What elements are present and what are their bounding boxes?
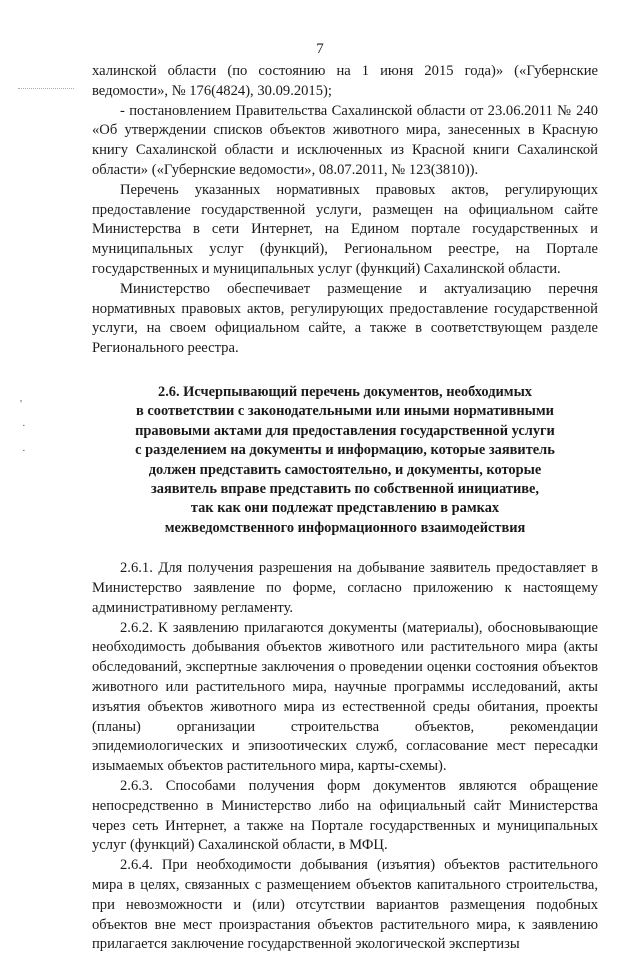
heading-line: заявитель вправе представить по собственной инициативе, [150, 480, 540, 497]
paragraph: - постановлением Правительства Сахалинской области от 23.06.2011 № 240 «Об утверждении списков объектов животного мира, занесенных в Красную книгу Сахалинской области и исключенных из Красной книги Сахалинской области» («Губернские ведомости», 08.07.2011, № 123(3810)). [92, 102, 598, 178]
page-number: 7 [316, 41, 324, 57]
paragraph: 2.6.3. Способами получения форм документов являются обращение непосредственно в Министерство либо на официальный сайт Министерства через сеть Интернет, а также на Портале государственных и муниципальных услуг (функций) Сахалинской области, в МФЦ. [92, 777, 598, 854]
heading-line: межведомственного информационного взаимодействия [164, 519, 526, 536]
paragraph: халинской области (по состоянию на 1 июня 2015 года)» («Губернские ведомости», № 176(4824), 30.09.2015); [92, 63, 598, 99]
margin-mark: · [22, 445, 26, 457]
margin-mark: · [22, 420, 26, 432]
heading-line: должен представить самостоятельно, и документы, которые [148, 461, 542, 478]
heading-line: правовыми актами для предоставления государственной услуги [135, 422, 555, 439]
paragraph: 2.6.1. Для получения разрешения на добывание заявитель предоставляет в Министерство заявление по форме, согласно приложению к настоящему административному регламенту. [92, 560, 598, 616]
section-heading [92, 383, 598, 538]
document-body [92, 62, 598, 955]
heading-line: так как они подлежат представлению в рамках [190, 500, 500, 517]
paragraph: Министерство обеспечивает размещение и актуализацию перечня нормативных правовых актов, регулирующих предоставление государственной услуги, на своем официальном сайте, а также в соответствующем разделе Регионального реестра. [92, 280, 598, 357]
paragraph: 2.6.4. При необходимости добывания (изъятия) объектов растительного мира в целях, связанных с размещением объектов капитального строительства, при невозможности и (или) отсутствии вариантов размещения подобных объектов вне мест произрастания объектов растительного мира, к заявлению прилагается заключение государственной экологической экспертизы [92, 857, 598, 953]
paragraph: 2.6.2. К заявлению прилагаются документы (материалы), обосновывающие необходимость добывания объектов животного или растительного мира (акты обследований, экспертные заключения о проведении оценки состояния объектов животного или растительного мира, научные программы исследований, акты изъятия объектов животного мира из естественной среды обитания, проекты (планы) организации строительства объектов, рекомендации эпидемиологических и эпизоотических служб, согласование мест пересадки изымаемых объектов растительного мира, карты-схемы). [92, 619, 598, 775]
heading-line: 2.6. Исчерпывающий перечень документов, необходимых [158, 383, 532, 400]
heading-line: в соответствии с законодательными или иными нормативными [136, 403, 554, 420]
scan-artifact-line [18, 88, 74, 89]
margin-mark: ' [20, 398, 22, 410]
heading-line: с разделением на документы и информацию, которые заявитель [135, 442, 555, 459]
paragraph: Перечень указанных нормативных правовых актов, регулирующих предоставление государственной услуги, размещен на официальном сайте Министерства в сети Интернет, на Едином портале государственных и муниципальных услуг (функций), Региональном реестре, на Портале государственных и муниципальных услуг (функций) Сахалинской области. [92, 181, 598, 277]
